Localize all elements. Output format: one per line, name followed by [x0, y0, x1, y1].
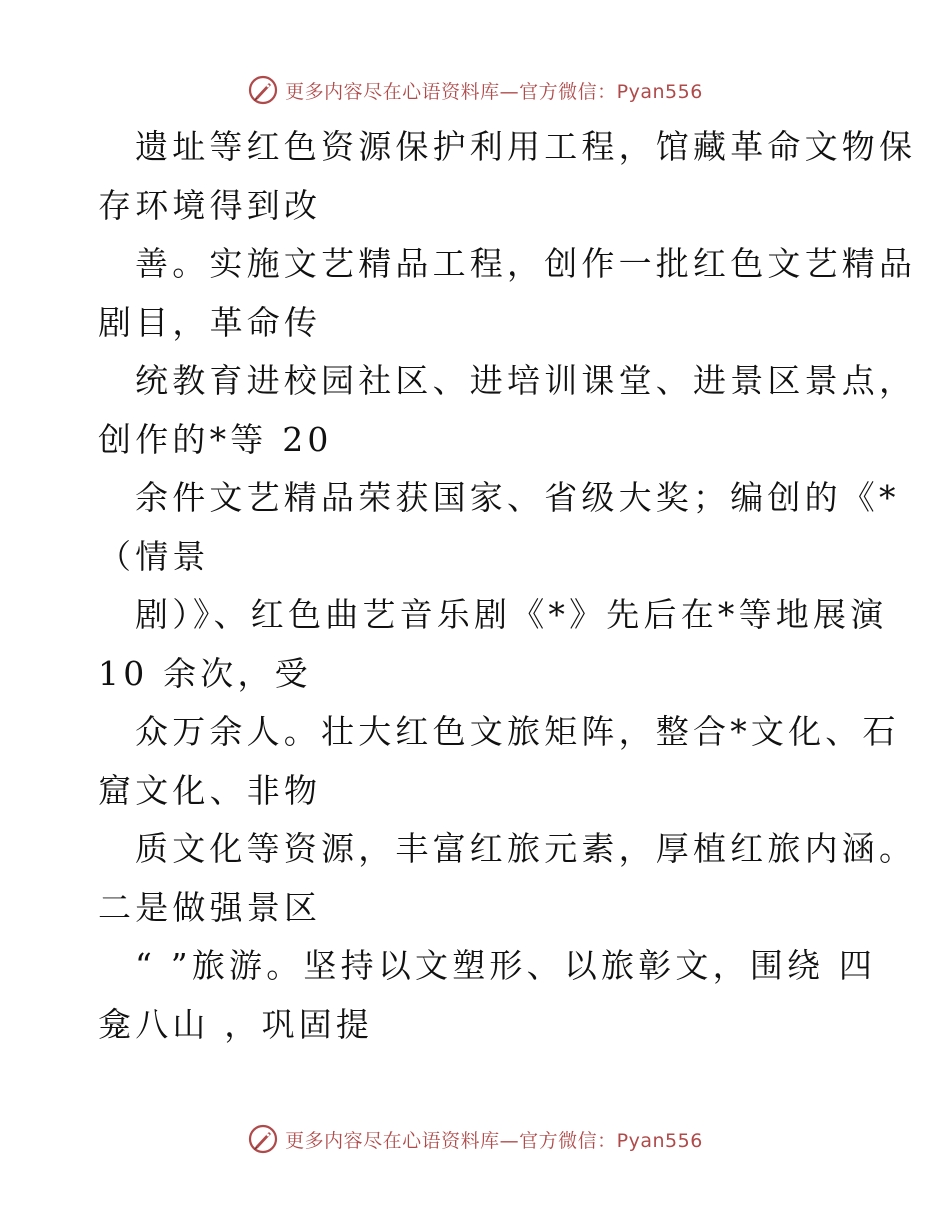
- paragraph-line: 余件文艺精品荣获国家、省级大奖；编创的《*: [135, 478, 900, 517]
- quill-pen-logo-icon: [247, 1123, 279, 1155]
- paragraph-line: 剧）》、红色曲艺音乐剧《*》先后在*等地展演: [135, 595, 888, 634]
- paragraph-line: “ ”旅游。坚持以文塑形、以旅彰文，围绕 四: [135, 946, 877, 985]
- paragraph-line: 10 余次，受: [98, 653, 312, 693]
- paragraph-line: 龛八山 ，巩固提: [98, 1004, 374, 1044]
- paragraph-line: 质文化等资源，丰富红旅元素，厚植红旅内涵。: [135, 829, 917, 868]
- paragraph-line: 二是做强景区: [98, 887, 322, 927]
- footer-watermark-text: 更多内容尽在心语资料库—官方微信：Pyan556: [285, 1129, 703, 1152]
- paragraph-line: 善。实施文艺精品工程，创作一批红色文艺精品: [135, 244, 917, 283]
- document-body: [98, 118, 917, 1054]
- paragraph-line: 窟文化、非物: [98, 770, 322, 810]
- paragraph-line: （情景: [98, 536, 210, 576]
- header-watermark-banner: [0, 70, 950, 110]
- footer-watermark-banner: [0, 1119, 950, 1159]
- paragraph-line: 统教育进校园社区、进培训课堂、进景区景点，: [135, 361, 917, 400]
- paragraph-line: 存环境得到改: [98, 185, 322, 225]
- paragraph-line: 剧目，革命传: [98, 302, 322, 342]
- paragraph-line: 众万余人。壮大红色文旅矩阵，整合*文化、石: [135, 712, 900, 751]
- paragraph-line: 遗址等红色资源保护利用工程，馆藏革命文物保: [135, 127, 917, 166]
- header-watermark-text: 更多内容尽在心语资料库—官方微信：Pyan556: [285, 80, 703, 103]
- paragraph-line: 创作的*等 20: [98, 419, 333, 459]
- quill-pen-logo-icon: [247, 74, 279, 106]
